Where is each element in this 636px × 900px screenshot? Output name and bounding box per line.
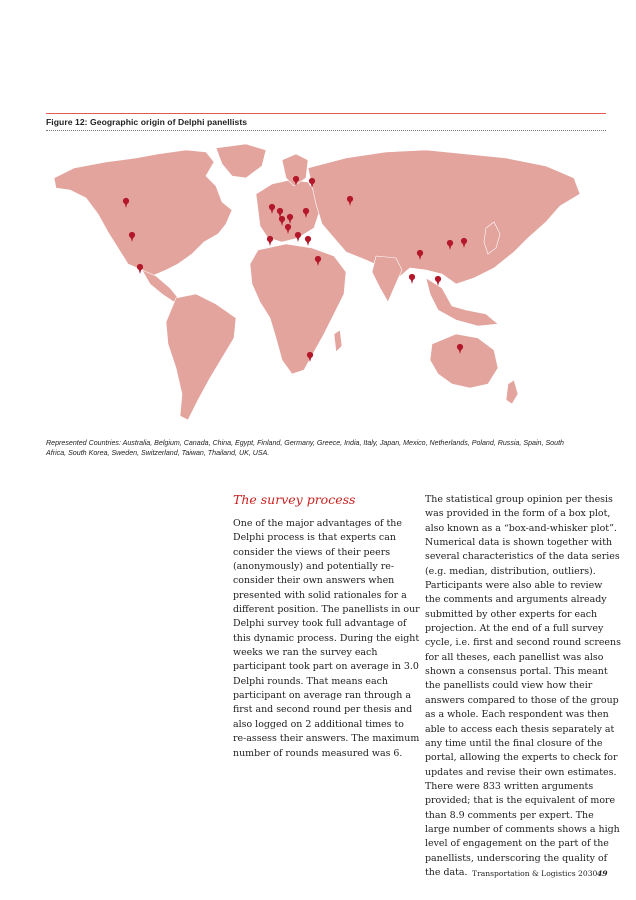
footer-title: Transportation & Logistics 2030 (472, 869, 598, 878)
text-line: participant took part on average in 3.0 (233, 661, 419, 673)
text-line: also known as a “box-and-whisker plot”. (425, 522, 617, 534)
landmass-asia (308, 150, 580, 284)
text-line: Delphi survey took full advantage of (233, 618, 407, 630)
continents (54, 144, 580, 420)
figure-caption (46, 438, 604, 458)
text-line: consider the views of their peers (233, 546, 391, 558)
pin-italy (295, 232, 301, 242)
text-line: several characteristics of the data series (425, 551, 620, 563)
text-line: large number of comments shows a high (425, 823, 620, 835)
text-line: the data. (425, 866, 468, 878)
text-line: consider their own answers when (233, 575, 395, 587)
landmass-south-america (166, 294, 236, 420)
landmass-southeast-asia (426, 278, 498, 326)
text-line: submitted by other experts for each (425, 608, 598, 620)
pin-spain (267, 236, 273, 246)
text-line: (e.g. median, distribution, outliers). (425, 565, 596, 577)
text-line: The statistical group opinion per thesis (425, 494, 613, 505)
text-line: There were 833 written arguments (425, 780, 594, 792)
text-line: cycle, i.e. first and second round screens (425, 637, 621, 649)
text-line: for all theses, each panellist was also (425, 651, 604, 663)
text-line: weeks we ran the survey each (233, 647, 378, 659)
text-line: Delphi process is that experts can (233, 532, 396, 544)
right-column-text (425, 493, 621, 880)
text-line: Participants were also able to review (425, 580, 603, 592)
text-line: level of engagement on the part of the (425, 838, 609, 850)
text-line: re-assess their answers. The maximum (233, 733, 420, 745)
text-line: any time until the final closure of the (425, 737, 603, 749)
page-number: 49 (597, 869, 608, 878)
text-line: participant on average ran through a (233, 690, 412, 702)
landmass-central-america (142, 270, 178, 302)
landmass-australia (430, 334, 498, 388)
text-line: was provided in the form of a box plot, (425, 508, 611, 520)
text-line: answers compared to those of the group (425, 694, 619, 706)
text-line: provided; that is the equivalent of more (425, 795, 616, 807)
pin-india (409, 274, 415, 284)
dotted-rule (46, 130, 606, 131)
text-line: number of rounds measured was 6. (233, 747, 403, 759)
pin-greece (305, 236, 311, 246)
text-line: updates and revise their own estimates. (425, 766, 617, 778)
landmass-north-america (54, 150, 232, 276)
text-line: first and second round per thesis and (233, 704, 413, 716)
text-line: also logged on 2 additional times to (233, 718, 404, 730)
section-heading: The survey process (233, 492, 356, 507)
landmass-africa (250, 244, 346, 374)
caption-line: Represented Countries: Australia, Belgium, Canada, China, Egypt, Finland, Germany, Greece, India, Italy, Japan, Mexico, Netherlands, Poland, Russia, Spain, South (46, 439, 564, 447)
text-line: the comments and arguments already (425, 594, 607, 606)
left-column-text (233, 517, 420, 761)
text-line: projection. At the end of a full survey (425, 623, 604, 635)
text-line: shown a consensus portal. This meant (425, 666, 608, 678)
text-line: than 8.9 comments per expert. The (425, 809, 594, 821)
landmass-madagascar (334, 330, 342, 352)
text-line: One of the major advantages of the (233, 518, 402, 529)
pin-mexico (137, 264, 143, 274)
landmass-greenland (216, 144, 266, 178)
text-line: Delphi rounds. That means each (233, 675, 388, 687)
landmass-india (372, 256, 402, 302)
text-line: (anonymously) and potentially re- (233, 561, 395, 573)
text-line: presented with solid rationales for a (233, 589, 407, 601)
text-line: panellists, underscoring the quality of (425, 852, 608, 864)
text-line: portal, allowing the experts to check for (425, 752, 618, 764)
top-rule (46, 113, 606, 114)
text-line: different position. The panellists in our (233, 604, 420, 616)
world-map (46, 138, 606, 430)
landmass-new-zealand (506, 380, 518, 404)
text-line: able to access each thesis separately at (425, 723, 615, 735)
text-line: this dynamic process. During the eight (233, 632, 420, 644)
text-line: Numerical data is shown together with (425, 537, 613, 549)
text-line: as a whole. Each respondent was then (425, 709, 609, 721)
text-line: the panellists could view how their (425, 680, 593, 692)
figure-title: Figure 12: Geographic origin of Delphi panellists (46, 117, 248, 127)
caption-line: Africa, South Korea, Sweden, Switzerland, Taiwan, Thailand, UK, USA. (46, 449, 270, 457)
